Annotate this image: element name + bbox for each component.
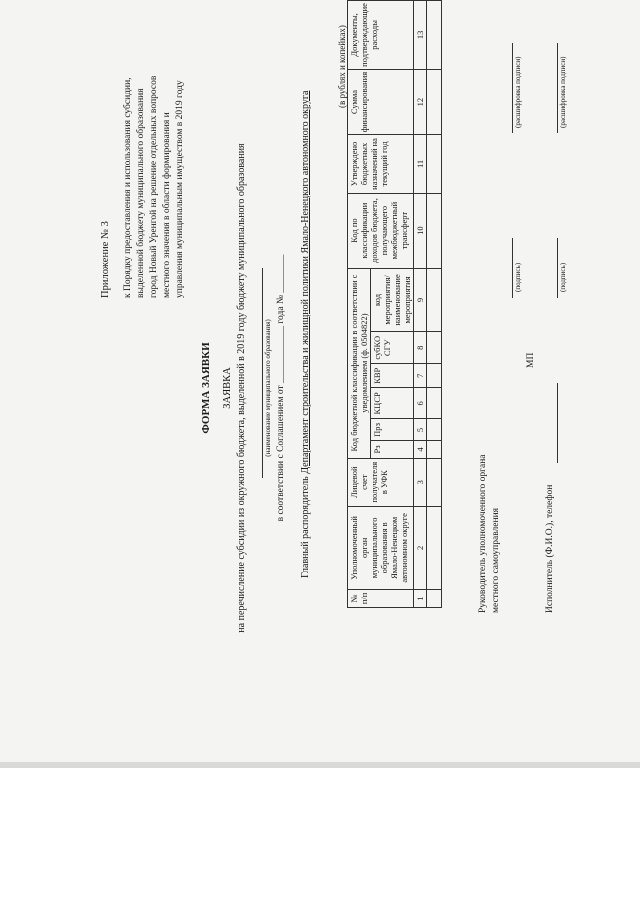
table-cell: 1 bbox=[414, 589, 427, 607]
manager-name: Департамент строительства и жилищной политики Ямало-Ненецкого автономного округа bbox=[300, 90, 311, 474]
header-kvr: КВР bbox=[371, 364, 414, 388]
annex-title: Приложение № 3 bbox=[100, 221, 111, 298]
header-subkosgu: субКО СГУ bbox=[371, 332, 414, 364]
table-cell bbox=[427, 268, 442, 332]
head-signature-line bbox=[512, 238, 513, 298]
agreement-line: в соответствии с Соглашением от ____________ года № ________ bbox=[276, 254, 286, 522]
annex-line: местного значения в области формирования и bbox=[162, 112, 172, 298]
table-cell bbox=[427, 441, 442, 458]
manager-prefix: Главный распорядитель bbox=[300, 476, 311, 578]
form-title: ФОРМА ЗАЯВКИ bbox=[200, 342, 212, 434]
header-documents: Документы, подтверждающие расходы bbox=[348, 1, 414, 70]
budget-manager bbox=[300, 91, 311, 578]
annex-line: к Порядку предоставления и использования субсидии, bbox=[123, 77, 133, 298]
header-event: код мероприятия/ наименование мероприятия bbox=[371, 268, 414, 332]
table-cell: 6 bbox=[414, 388, 427, 419]
table-cell bbox=[427, 1, 442, 70]
table-cell: 5 bbox=[414, 419, 427, 441]
table-header-row bbox=[348, 1, 371, 608]
seal-place: МП bbox=[526, 352, 536, 368]
header-kcsr: КЦСР bbox=[371, 388, 414, 419]
municipality-fill-line bbox=[262, 268, 263, 478]
annex-description bbox=[122, 76, 187, 298]
header-account: Лицевой счет получателя в УФК bbox=[348, 458, 414, 506]
table-cell bbox=[427, 332, 442, 364]
request-subtitle: на перечисление субсидии из окружного бюджета, выделенной в 2019 году бюджету муниципального образования bbox=[236, 143, 247, 633]
table-cell: 12 bbox=[414, 69, 427, 134]
header-budget-code: Код бюджетной классификации в соответствии с уведомлением (ф. 0504822) bbox=[348, 268, 371, 458]
table-cell bbox=[427, 419, 442, 441]
head-signature-caption: (подпись) bbox=[514, 262, 522, 292]
table-cell bbox=[427, 506, 442, 589]
executor-signature-caption: (подпись) bbox=[559, 262, 567, 292]
table-cell: 11 bbox=[414, 135, 427, 193]
head-decode-line bbox=[512, 43, 513, 133]
header-approved: Утверждено бюджетных назначений на текущий год bbox=[348, 135, 414, 193]
units-note: (в рублях и копейках) bbox=[337, 25, 347, 108]
table-cell: 3 bbox=[414, 458, 427, 506]
annex-line: город Новый Уренгой на решение отдельных вопросов bbox=[149, 75, 159, 298]
table-cell bbox=[427, 69, 442, 134]
annex-line: управления муниципальным имуществом в 2019 году bbox=[175, 80, 185, 298]
table-cell: 7 bbox=[414, 364, 427, 388]
header-rz: Рз bbox=[371, 441, 414, 458]
header-sum: Сумма финансирования bbox=[348, 69, 414, 134]
head-decode-caption: (расшифровка подписи) bbox=[514, 56, 522, 128]
table-cell: 10 bbox=[414, 193, 427, 268]
head-signature-label bbox=[477, 454, 503, 613]
table-cell bbox=[427, 193, 442, 268]
executor-decode-caption: (расшифровка подписи) bbox=[559, 56, 567, 128]
table-cell bbox=[427, 135, 442, 193]
executor-signature-line bbox=[557, 238, 558, 298]
table-cell: 9 bbox=[414, 268, 427, 332]
head-label-line1: Руководитель уполномоченного органа bbox=[478, 454, 488, 613]
request-table bbox=[347, 0, 442, 608]
table-cell: 8 bbox=[414, 332, 427, 364]
executor-label: Исполнитель (Ф.И.О.), телефон bbox=[545, 484, 555, 613]
header-income-code: Код по классификации доходов бюджета, получающего межбюджетный трансферт bbox=[348, 193, 414, 268]
table-empty-row bbox=[427, 1, 442, 608]
executor-decode-line bbox=[557, 43, 558, 133]
table-cell: 2 bbox=[414, 506, 427, 589]
header-number: № п/п bbox=[348, 589, 414, 607]
executor-fill-line bbox=[557, 383, 558, 463]
table-cell bbox=[427, 589, 442, 607]
annex-line: выделенной бюджету муниципального образования bbox=[136, 88, 146, 298]
head-label-line2: местного самоуправления bbox=[491, 507, 501, 613]
request-title: ЗАЯВКА bbox=[222, 367, 233, 409]
table-numbers-row bbox=[414, 1, 427, 608]
table-cell: 4 bbox=[414, 441, 427, 458]
table-cell bbox=[427, 364, 442, 388]
table-cell bbox=[427, 388, 442, 419]
header-prz: Прз bbox=[371, 419, 414, 441]
header-org: Уполномоченный орган муниципального образования в Ямало-Ненецком автономном округе bbox=[348, 506, 414, 589]
table-cell bbox=[427, 458, 442, 506]
table-cell: 13 bbox=[414, 1, 427, 70]
municipality-caption: (наименование муниципального образования) bbox=[264, 319, 272, 457]
